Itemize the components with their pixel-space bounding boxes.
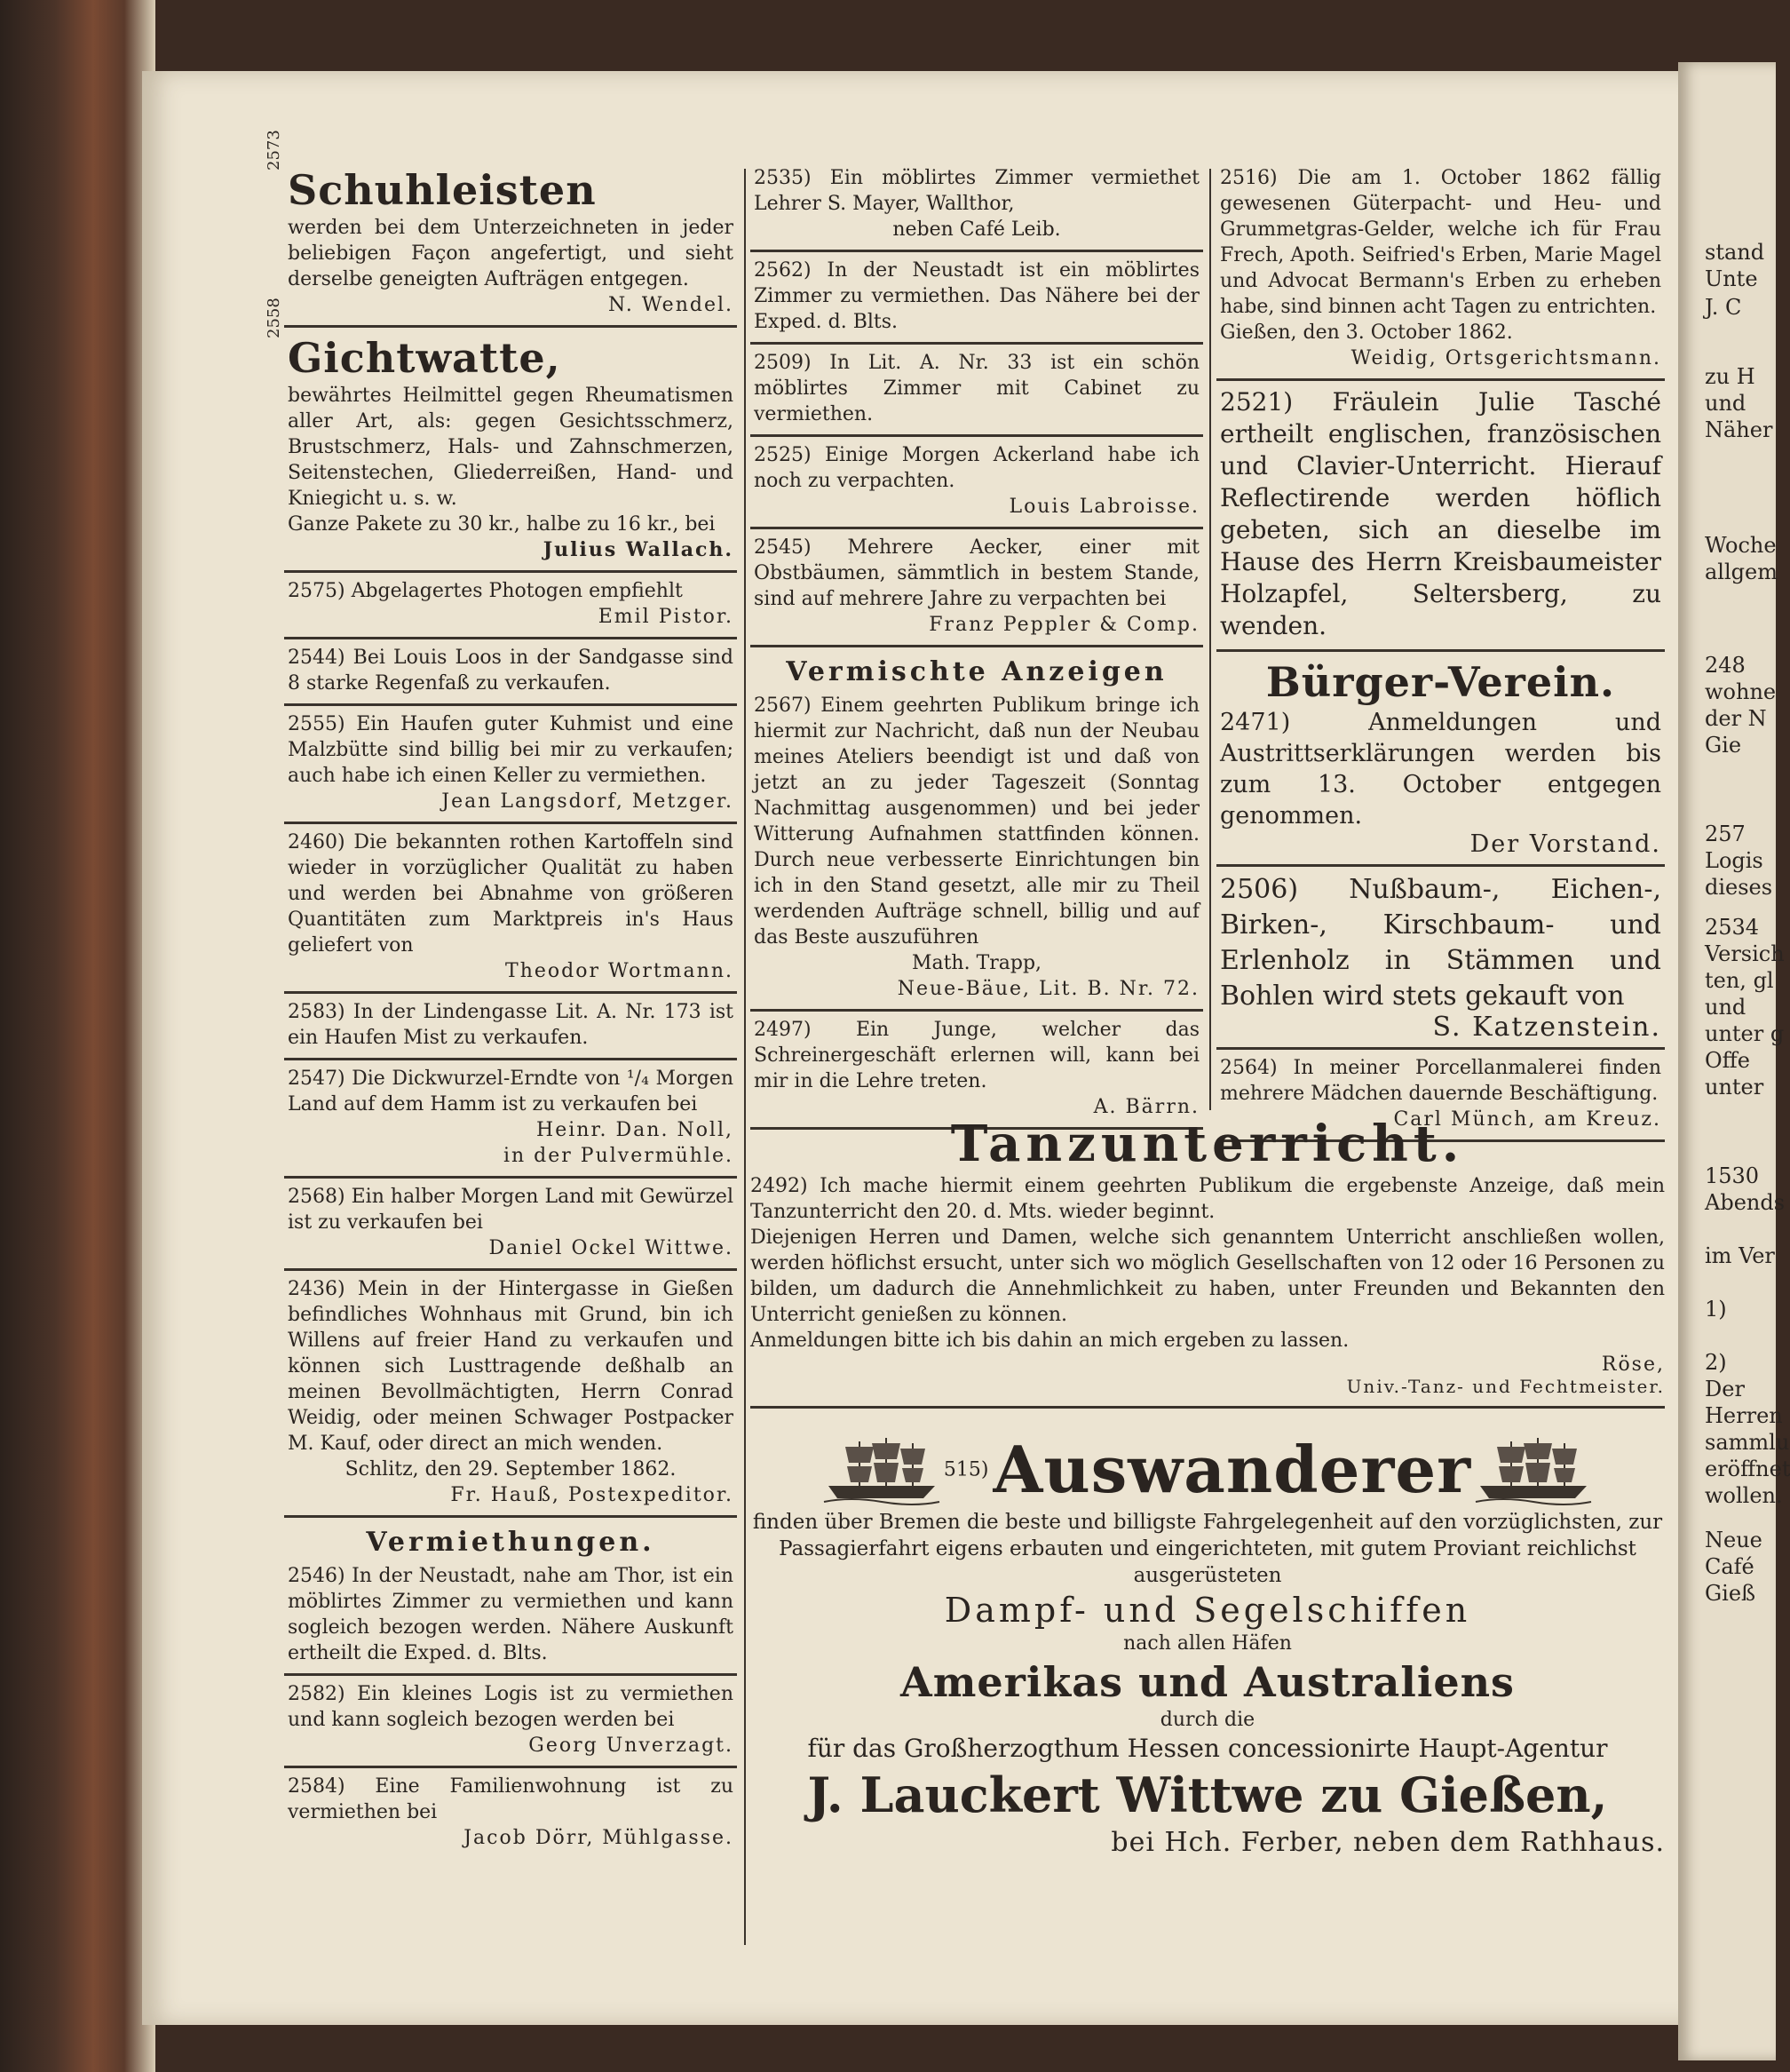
ad-line-ports: nach allen Häfen [1123,1632,1292,1655]
ad-2568 [284,1179,737,1271]
next-page-fragment: 2534 [1705,915,1760,940]
ad-body: bewährtes Heilmittel gegen Rheumatismen aller Art, als: gegen Gesichtsschmerz, Brustschmerz, Hals- und Zahnschmerzen, Seitenstechen, Gliederreißen, Hand- und Kniegicht u. s. w. [288,385,733,510]
next-page-fragment: Gie [1705,733,1742,758]
next-page-fragment: unter g [1705,1021,1785,1046]
ad-body: 2575) Abgelagertes Photogen empfiehlt [288,580,683,602]
ad-signature: neben Café Leib. [892,218,1061,241]
ad-body: 2584) Eine Familienwohnung ist zu vermiethen bei [288,1775,733,1823]
next-page-fragment: Abends [1705,1190,1786,1215]
ad-number: 515) [943,1458,989,1481]
ad-body: werden bei dem Unterzeichneten in jeder beliebigen Façon angefertigt, und sieht derselbe geneigten Aufträgen entgegen. [288,217,733,290]
ad-signature: Daniel Ockel Wittwe. [488,1237,733,1259]
next-page-fragment: Logis [1705,848,1763,873]
next-page-fragment: allgem [1705,560,1778,584]
ad-body-2: Diejenigen Herren und Damen, welche sich genanntem Unterricht anschließen wollen, werden höflichst ersucht, unter sich wo möglich Gesellschaften von 12 oder 16 Personen zu bilden, um dadurch die Annehmlichkeit zu haben, unter Freunden und Bekannten den Unterricht genießen zu können. [750,1227,1665,1326]
next-page-fragment: im Ver [1705,1243,1775,1268]
ad-signature: Louis Labroisse. [1009,496,1200,518]
next-page-fragment: Woche [1705,533,1777,558]
next-page-fragment: 1530 [1705,1163,1760,1188]
ad-2584 [284,1768,737,1858]
ad-2547 [284,1060,737,1179]
ad-title: Gichtwatte, [288,334,561,382]
ad-signature: Weidig, Ortsgerichtsmann. [1350,347,1661,369]
ad-body: 2460) Die bekannten rothen Kartoffeln sind wieder in vorzüglicher Qualität zu haben und werden bei Abnahme von größeren Quantitäten zum Marktpreis in's Haus geliefert von [288,831,733,957]
column-rule-1 [744,169,746,1945]
ad-2545 [750,529,1203,647]
next-page-fragment: Café [1705,1554,1754,1579]
ad-2521 [1216,381,1665,652]
ad-body-3: Anmeldungen bitte ich bis dahin an mich ergeben zu lassen. [750,1330,1350,1352]
ad-signature: Georg Unverzagt. [528,1735,733,1757]
ad-signature: A. Bärrn. [1093,1096,1200,1118]
next-page-fragment: Herren [1705,1403,1783,1428]
ad-signature: Math. Trapp, [911,952,1042,974]
ad-body: 2492) Ich mache hiermit einem geehrten Publikum die ergebenste Anzeige, daß mein Tanzunterricht den 20. d. Mts. wieder beginnt. [750,1175,1665,1223]
ship-icon [824,1434,939,1505]
next-page-fragment: sammlu [1705,1430,1790,1455]
next-page-fragment: zu H [1705,364,1755,389]
ad-2506 [1216,867,1665,1050]
ad-line-agency: für das Großherzogthum Hessen concessionirte Haupt-Agentur [807,1734,1608,1763]
ad-number: 2573 [265,130,283,171]
ad-place-date: Schlitz, den 29. September 1862. [345,1458,677,1481]
ship-icon [1476,1434,1591,1505]
ad-body: 2555) Ein Haufen guter Kuhmist und eine Malzbütte sind billig bei mir zu verkaufen; auch habe ich einen Keller zu vermiethen. [288,713,733,787]
ad-line-durch: durch die [1160,1709,1255,1731]
ad-signature: Fr. Hauß, Postexpeditor. [450,1484,733,1506]
ad-signature: Theodor Wortmann. [505,960,733,982]
ad-signature: Röse, [1601,1354,1665,1376]
ad-2544 [284,639,737,706]
next-page-fragment: 257 [1705,822,1746,846]
next-page-fragment: Näher [1705,417,1773,442]
next-page-fragment: stand [1705,240,1765,265]
book-binding [0,0,155,2072]
ad-2436 [284,1271,737,1518]
ad-2492-tanzunterricht [750,1115,1665,1409]
column-1 [265,130,737,1858]
ad-body: 2583) In der Lindengasse Lit. A. Nr. 173 ist ein Haufen Mist zu verkaufen. [288,1001,733,1049]
ad-body: 2544) Bei Louis Loos in der Sandgasse sind 8 starke Regenfaß zu verkaufen. [288,647,733,695]
ad-body: 2471) Anmeldungen und Austrittserklärungen werden bis zum 13. October entgegen genommen. [1220,709,1661,830]
ad-signature: Der Vorstand. [1469,830,1661,858]
ad-body: 2547) Die Dickwurzel-Erndte von ¹/₄ Morgen Land auf dem Hamm ist zu verkaufen bei [288,1068,733,1115]
ad-body: 2582) Ein kleines Logis ist zu vermiethen und kann sogleich bezogen werden bei [288,1683,733,1731]
next-page-fragment: und [1705,995,1746,1020]
ad-2497 [750,1012,1203,1130]
ad-2535 [750,160,1203,252]
next-page-fragment: eröffnet [1705,1457,1790,1481]
ad-signature: Carl Münch, am Kreuz. [1393,1108,1661,1131]
ad-2471 [1216,652,1665,867]
ad-body: finden über Bremen die beste und billigste Fahrgelegenheit auf den vorzüglichsten, zur Passagierfahrt eigens erbauten und eingerichteten, mit gutem Proviant reichlichst ausgerüsteten [752,1511,1663,1587]
ad-title: Tanzunterricht. [950,1115,1465,1173]
ad-title: Bürger-Verein. [1265,658,1616,706]
ad-header [750,1434,1665,1505]
ad-2460 [284,824,737,994]
next-page-fragment: ten, gl [1705,968,1774,993]
ad-line-company: J. Lauckert Wittwe zu Gießen, [807,1766,1608,1823]
ad-2562 [750,252,1203,345]
ad-2509 [750,345,1203,437]
ad-body: 2497) Ein Junge, welcher das Schreinergeschäft erlernen will, kann bei mir in die Lehre treten. [754,1019,1200,1092]
next-page-fragment: Offe [1705,1048,1750,1073]
next-page-fragment: Versich [1705,941,1785,966]
ad-signature-line2: Neue-Bäue, Lit. B. Nr. 72. [897,978,1200,1000]
next-page-fragment: Unte [1705,266,1758,291]
next-page-fragment: wohne [1705,679,1777,704]
next-page-edge [1678,62,1790,2060]
ad-title: Schuhleisten [288,166,597,214]
ad-2546 [284,1558,737,1676]
ad-signature-line2: in der Pulvermühle. [503,1145,733,1167]
next-page-fragment: unter [1705,1075,1764,1100]
ad-body: 2509) In Lit. A. Nr. 33 ist ein schön möblirtes Zimmer mit Cabinet zu vermiethen. [754,352,1200,425]
ad-2555 [284,706,737,824]
ad-signature: S. Katzenstein. [1432,1012,1661,1043]
next-page-fragment: wollen. [1705,1483,1783,1508]
ad-body: 2436) Mein in der Hintergasse in Gießen befindliches Wohnhaus mit Grund, bin ich Willens auf freier Hand zu verkaufen und können sich Lusttragende deßhalb an meinen Bevollmächtigten, Herrn Conrad Weidig, oder meinen Schwager Postpacker M. Kauf, oder direct an mich wenden. [288,1278,733,1455]
ad-body: 2516) Die am 1. October 1862 fällig gewesenen Güterpacht- und Heu- und Grummetgras-Gelder, welche ich für Frau Frech, Apoth. Seifried's Erben, Marie Magel und Advocat Bermann's Erben zu erheben habe, sind binnen acht Tagen zu entrichten. [1220,167,1661,318]
next-page-fragment: der N [1705,706,1767,731]
section-title-vermiethungen: Vermiethungen. [366,1527,655,1558]
column-2 [750,160,1203,1130]
next-page-fragment: Der [1705,1377,1745,1401]
ad-signature: Julius Wallach. [543,538,733,561]
ad-2516 [1216,160,1665,381]
ad-body: 2506) Nußbaum-, Eichen-, Birken-, Kirschbaum- und Erlenholz in Stämmen und Bohlen wird stets gekauft von [1220,874,1661,1012]
column-3 [1216,160,1665,1142]
ad-body: 2562) In der Neustadt ist ein möblirtes Zimmer zu vermiethen. Das Nähere bei der Exped. d. Blts. [754,259,1200,333]
ad-signature: Jacob Dörr, Mühlgasse. [463,1827,733,1849]
ad-body: 2567) Einem geehrten Publikum bringe ich hiermit zur Nachricht, daß nun der Neubau meines Ateliers beendigt ist und daß von jetzt an zu jeder Tageszeit (Sonntag Nachmittag ausgenommen) und bei jeder Witterung Aufnahmen stattfinden können. Durch neue verbesserte Einrichtungen bin ich in den Stand gesetzt, alle mir zu Theil werdenden Aufträge schnell, billig und auf das Beste auszuführen [754,695,1200,949]
next-page-fragment: und [1705,391,1746,416]
ad-line-destinations: Amerikas und Australiens [900,1658,1515,1706]
ad-number: 2558 [265,298,283,338]
ad-signature-line2: Univ.-Tanz- und Fechtmeister. [1346,1376,1665,1397]
ad-signature: Jean Langsdorf, Metzger. [441,790,733,813]
next-page-fragment: Gieß [1705,1581,1756,1606]
ad-body: 2564) In meiner Porcellanmalerei finden mehrere Mädchen dauernde Beschäftigung. [1220,1057,1661,1105]
ad-body: 2525) Einige Morgen Ackerland habe ich noch zu verpachten. [754,444,1200,492]
ad-body: 2535) Ein möblirtes Zimmer vermiethet Lehrer S. Mayer, Wallthor, [754,167,1200,215]
ad-2575 [284,573,737,639]
ad-signature: Emil Pistor. [598,606,733,628]
next-page-fragment: 248 [1705,653,1746,678]
ad-place-date: Gießen, den 3. October 1862. [1220,322,1513,344]
ad-body: 2546) In der Neustadt, nahe am Thor, ist ein möblirtes Zimmer zu vermiethen und kann sogleich bezogen werden. Nähere Auskunft ertheilt die Exped. d. Blts. [288,1565,733,1664]
column-rule-2 [1209,169,1211,1110]
ad-body: 2568) Ein halber Morgen Land mit Gewürzel ist zu verkaufen bei [288,1186,733,1234]
ad-line-address: bei Hch. Ferber, neben dem Rathhaus. [1111,1827,1665,1858]
ad-515-auswanderer [750,1434,1665,1861]
ad-line-ships: Dampf- und Segelschiffen [944,1591,1471,1630]
next-page-fragment: dieses [1705,875,1773,900]
ad-signature: N. Wendel. [608,294,733,316]
next-page-fragment: 1) [1705,1297,1727,1322]
ad-signature: Franz Peppler & Comp. [929,614,1200,636]
ad-2583 [284,994,737,1060]
ad-signature: Heinr. Dan. Noll, [536,1119,733,1141]
ad-body: 2545) Mehrere Aecker, einer mit Obstbäumen, sämmtlich in bestem Stande, sind auf mehrere Jahre zu verpachten bei [754,536,1200,610]
ad-price: Ganze Pakete zu 30 kr., halbe zu 16 kr., bei [288,513,716,536]
next-page-fragment: 2) [1705,1350,1727,1375]
ad-2567 [750,687,1203,1012]
next-page-fragment: J. C [1705,295,1742,320]
ad-title: Auswanderer [993,1432,1472,1507]
ad-body: 2521) Fräulein Julie Tasché ertheilt englischen, französischen und Clavier-Unterricht. Hierauf Reflectirende werden höflich gebeten, sich an dieselbe im Hause des Herrn Kreisbaumeister Holzapfel, Seltersberg, zu wenden. [1220,387,1661,640]
section-title-vermischte: Vermischte Anzeigen [786,656,1168,687]
ad-2582 [284,1676,737,1768]
ad-2525 [750,437,1203,529]
next-page-fragment: Neue [1705,1528,1762,1552]
